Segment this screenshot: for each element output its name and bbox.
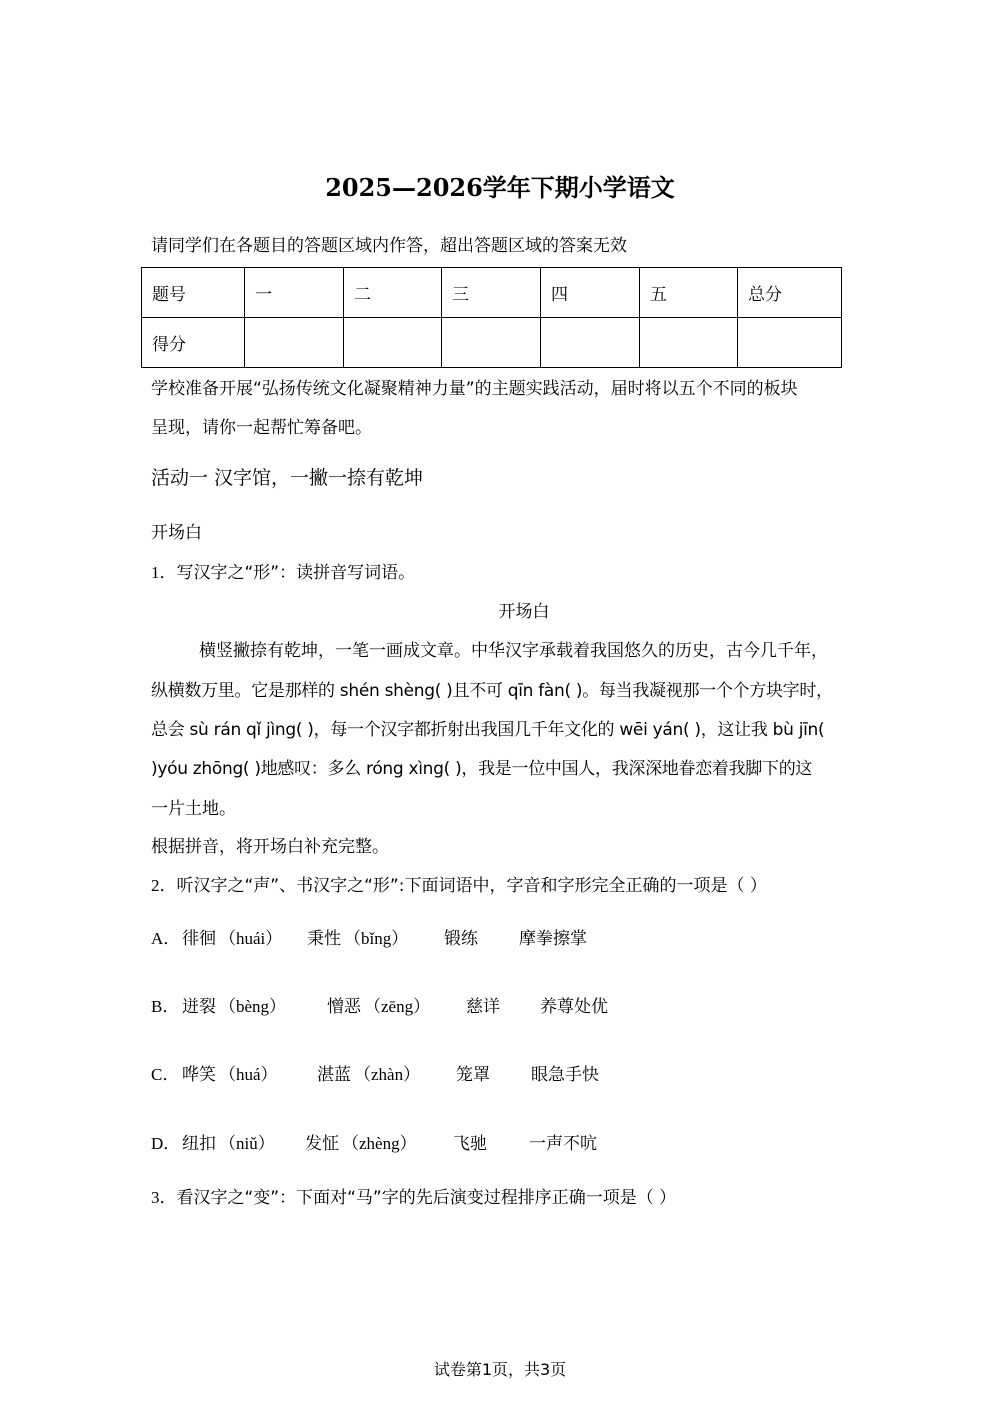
score-cell[interactable]: [344, 318, 442, 368]
question-text: 听汉字之“声”、书汉字之“形”:下面词语中，字音和字形完全正确的一项是（ ）: [176, 876, 767, 896]
score-header-cell: 一: [245, 268, 344, 318]
score-cell[interactable]: [245, 318, 344, 368]
score-table-score-row: [142, 318, 842, 368]
passage-line-1: 横竖撇捺有乾坤，一笔一画成文章。中华汉字承载着我国悠久的历史，古今几千年，: [199, 641, 828, 661]
option-word-2: 湛蓝: [317, 1065, 351, 1085]
answer-notice: 请同学们在各题目的答题区域内作答，超出答题区域的答案无效: [151, 236, 627, 256]
option-label: D．: [151, 1134, 181, 1153]
question-number: 2．: [151, 876, 177, 895]
passage-line-3: 总会 sù rán qǐ jìng( )，每一个汉字都折射出我国几千年文化的 wēi yán( )，这让我 bù jīn(: [151, 720, 825, 740]
question-2: [151, 871, 767, 896]
question-3: [151, 1183, 676, 1208]
option-pinyin-1: （huái）: [219, 929, 283, 948]
option-word-1: 纽扣: [182, 1134, 216, 1154]
option-word-4: 眼急手快: [531, 1065, 599, 1085]
option-word-1: 哗笑: [182, 1065, 216, 1085]
option-pinyin-2: （zhàn）: [354, 1065, 421, 1084]
kaichangbai-label: 开场白: [151, 523, 202, 543]
option-word-4: 摩拳擦掌: [519, 929, 587, 949]
score-cell[interactable]: [442, 318, 541, 368]
score-cell[interactable]: [541, 318, 640, 368]
question-number: 1．: [151, 563, 177, 582]
option-pinyin-1: （niǔ）: [219, 1134, 275, 1153]
page-footer: 试卷第1页，共3页: [433, 1360, 567, 1379]
option-word-3: 飞驰: [453, 1134, 487, 1154]
option-label: C．: [151, 1065, 180, 1084]
page-title: 2025—2026学年下期小学语文: [325, 173, 675, 202]
score-table: [141, 267, 842, 368]
score-header-cell: 四: [541, 268, 640, 318]
option-word-2: 憎恶: [327, 997, 361, 1017]
option-pinyin-2: （bǐng）: [344, 929, 409, 948]
question-text: 看汉字之“变”：下面对“马”字的先后演变过程排序正确一项是（ ）: [176, 1188, 677, 1208]
score-header-cell: 三: [442, 268, 541, 318]
activity1-heading: 活动一 汉字馆，一撇一捺有乾坤: [151, 467, 424, 489]
option-pinyin-2: （zhèng）: [342, 1134, 417, 1153]
question-number: 3．: [151, 1188, 177, 1207]
q1-instruction: 根据拼音，将开场白补充完整。: [151, 837, 389, 857]
passage-title: 开场白: [498, 602, 550, 622]
score-header-cell: 五: [640, 268, 738, 318]
option-pinyin-1: （huá）: [219, 1065, 278, 1084]
score-cell[interactable]: [738, 318, 842, 368]
score-header-cell: 二: [344, 268, 442, 318]
option-word-2: 秉性: [307, 929, 341, 949]
score-cell[interactable]: [640, 318, 738, 368]
option-word-3: 慈详: [466, 997, 500, 1017]
option-word-4: 养尊处优: [540, 997, 608, 1017]
option-label: A．: [151, 929, 181, 948]
passage-line-4: )yóu zhōng( )地感叹：多么 róng xìng( )，我是一位中国人，我深深地眷恋着我脚下的这: [151, 759, 813, 779]
score-header-cell: 题号: [142, 268, 245, 318]
passage-line-2: 纵横数万里。它是那样的 shén shèng( )且不可 qīn fàn( )。每当我凝视那一个个方块字时，: [151, 681, 833, 701]
score-header-cell: 总分: [738, 268, 842, 318]
intro-line-2: 呈现，请你一起帮忙筹备吧。: [151, 418, 372, 438]
option-word-1: 徘徊: [182, 929, 216, 949]
score-row-label: 得分: [142, 318, 245, 368]
intro-line-1: 学校准备开展“弘扬传统文化凝聚精神力量”的主题实践活动，届时将以五个不同的板块: [151, 379, 798, 399]
option-word-3: 锻练: [444, 929, 478, 949]
option-word-3: 笼罩: [456, 1065, 490, 1085]
score-table-header-row: [142, 268, 842, 318]
question-text: 写汉字之“形”：读拼音写词语。: [176, 563, 416, 583]
option-pinyin-1: （bèng）: [219, 997, 287, 1016]
option-word-1: 迸裂: [182, 997, 216, 1017]
option-word-4: 一声不吭: [529, 1134, 597, 1154]
option-word-2: 发怔: [305, 1134, 339, 1154]
passage-line-5: 一片土地。: [151, 799, 236, 819]
question-1: [151, 558, 415, 583]
option-label: B．: [151, 997, 180, 1016]
option-pinyin-2: （zēng）: [364, 997, 431, 1016]
